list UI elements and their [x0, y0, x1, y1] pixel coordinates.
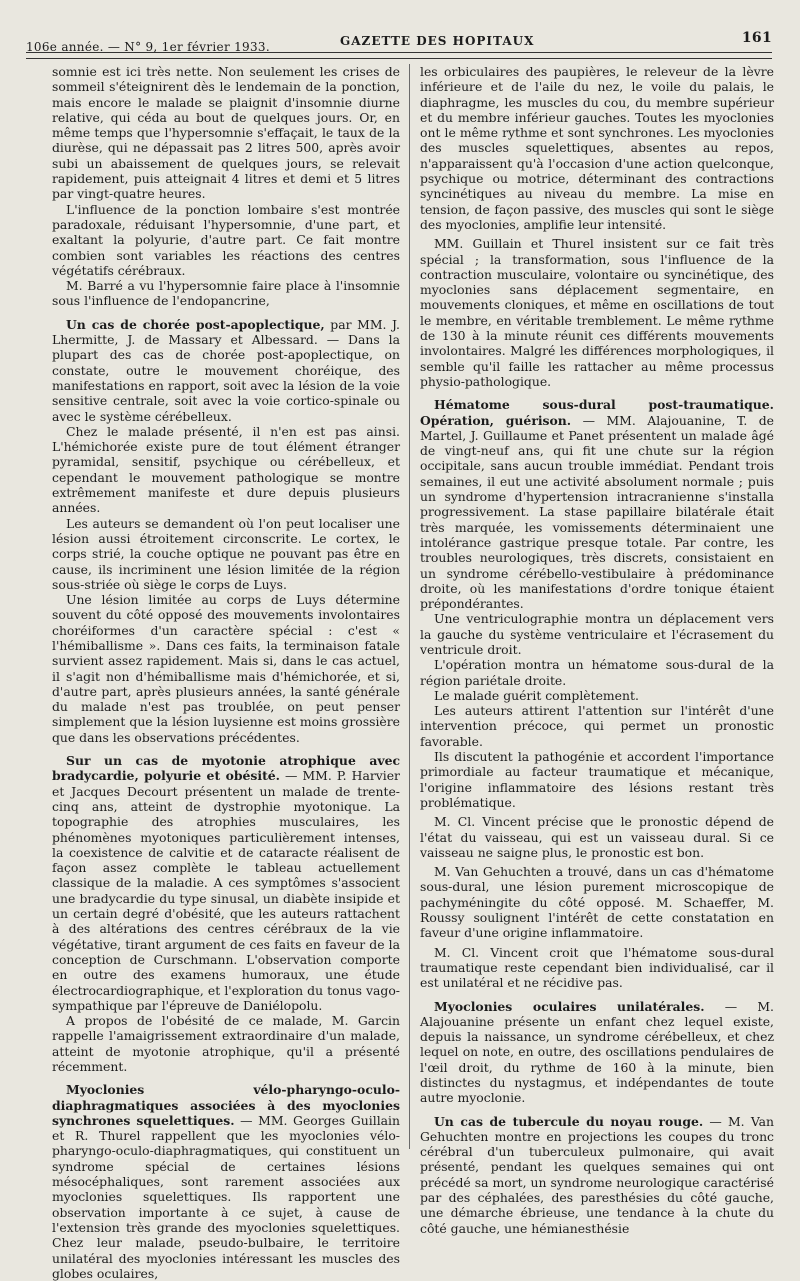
paragraph: les orbiculaires des paupières, le releveur de la lèvre inférieure et de l'aile du nez, le voile du palais, le diaphragme, les muscles du cou, du membre supérieur et du membre inférieur gauches. Toutes les myoclonies ont le même rythme et sont synchrones. Les myoclonies des muscles squelettiques, absentes au repos, n'apparaissent qu'à l'occasion d'une action quelconque, psychique ou motrice, déterminant des contractions syncinétiques au niveau du membre. La mise en tension, de façon passive, des muscles qui sont le siège des myoclonies, amplifie leur intensité. — [420, 64, 774, 232]
section-text: — MM. Georges Guillain et R. Thurel rappellent que les myoclonies vélo-pharyngo-oculo-diaphragmatiques, qui constituent un syndrome spécial de certaines lésions mésocéphaliques, sont rarement associées aux myoclonies squelettiques. Ils rapportent une observation importante à ce sujet, à cause de l'extension très grande des myoclonies squelettiques. Chez leur malade, pseudo-bulbaire, le territoire unilatéral des myoclonies intéressant les muscles des globes oculaires, — [52, 1112, 400, 1281]
paragraph: somnie est ici très nette. Non seulement les crises de sommeil s'éteignirent dès le lendemain de la ponction, mais encore le malade se plaignit d'insomnie diurne relative, qui céda au bout de quelques jours. Or, en même temps que l'hypersomnie s'effaçait, le taux de la diurèse, qui ne dépassait pas 2 litres 500, après avoir subi un abaissement de quelques jours, se relevait rapidement, puis atteignait 4 litres et demi et 5 litres par vingt-quatre heures. — [52, 64, 400, 202]
paragraph: A propos de l'obésité de ce malade, M. Garcin rappelle l'amaigrissement extraordinaire d'un malade, atteint de myotonie atrophique, qu'il a présenté récemment. — [52, 1013, 400, 1074]
header-rule — [26, 52, 772, 53]
section-title: Myoclonies oculaires unilatérales. — [434, 998, 705, 1014]
section-text: — M. Van Gehuchten montre en projections les coupes du tronc cérébral d'un tuberculeux pulmonaire, qui avait présenté, pendant les quelques semaines qui ont précédé sa mort, un syndrome neurologique caractérisé par des céphalées, des paresthésies du côté gauche, une démarche ébrieuse, une tendance à la chute du côté gauche, une hémianesthésie — [420, 1113, 774, 1236]
paragraph: L'opération montra un hématome sous-dural de la région pariétale droite. — [420, 657, 774, 688]
page-number: 161 — [741, 30, 772, 46]
section-title: Myoclonies vélo-pharyngo-oculo-diaphragmatiques associées à des myoclonies synchrones squelettiques. — [52, 1082, 400, 1128]
section-text: — MM. P. Harvier et Jacques Decourt présentent un malade de trente-cinq ans, atteint de dystrophie myotonique. La topographie des atrophies musculaires, les phénomènes myotoniques particulièrement intenses, la coexistence de calvitie et de cataracte réalisent de façon assez complète le tableau actuellement classique de la maladie. A ces symptômes s'associent une bradycardie du type sinusal, un diabète insipide et un certain degré d'obésité, que les auteurs rattachent à des altérations des centres cérébraux de la vie végétative, tirant argument de ces faits en faveur de la conception de Curschmann. L'observation comporte en outre des examens humoraux, une étude électrocardiographique, et l'exploration du tonus vago-sympathique par l'épreuve de Daniélopolu. — [52, 768, 400, 1013]
paragraph: M. Cl. Vincent croit que l'hématome sous-dural traumatique reste cependant bien individualisé, car il est unilatéral et ne récidive pas. — [420, 944, 774, 991]
paragraph: M. Cl. Vincent précise que le pronostic dépend de l'état du vaisseau, qui est un vaisseau dural. Si ce vaisseau ne saigne plus, le pronostic est bon. — [420, 814, 774, 860]
section-text: — M. Alajouanine présente un enfant chez lequel existe, depuis la naissance, un syndrome cérébelleux, et chez lequel on note, en outre, des oscillations pendulaires de l'œil droit, du rythme de 160 à la minute, bien distinctes du nystagmus, et indépendantes de toute autre myoclonie. — [420, 998, 774, 1106]
paragraph: Les auteurs se demandent où l'on peut localiser une lésion aussi étroitement circonscrite. Le cortex, le corps strié, la couche optique ne pouvant pas être en cause, ils incriminent une lésion limitée de la région sous-striée où siège le corps de Luys. — [52, 515, 400, 592]
section-title: Hématome sous-dural post-traumatique. Opération, guérison. — [420, 397, 774, 428]
issue-info: 106e année. — N° 9, 1er février 1933. — [26, 40, 270, 54]
running-header — [26, 20, 772, 54]
paragraph: M. Van Gehuchten a trouvé, dans un cas d'hématome sous-dural, une lésion purement microscopique de pachyméningite du côté opposé. M. Schaeffer, M. Roussy soulignent l'intérêt de cette constatation en faveur d'une origine inflammatoire. — [420, 864, 774, 941]
section-text: par MM. J. Lhermitte, J. de Massary et Albessard. — Dans la plupart des cas de chorée post-apoplectique, on constate, outre le mouvement choréique, des manifestations en rapport, soit avec la lésion de la voie sensitive centrale, soit avec la voie cortico-spinale ou avec le système cérébelleux. — [52, 316, 400, 424]
right-column — [420, 64, 774, 1236]
section-paragraph — [420, 999, 774, 1106]
section-title: Un cas de tubercule du noyau rouge. — [434, 1113, 704, 1129]
section-text: — MM. Alajouanine, T. de Martel, J. Guillaume et Panet présentent un malade âgé de vingt-neuf ans, qui fit une chute sur la région occipitale, sans aucun trouble immédiat. Pendant trois semaines, il eut une activité absolument normale ; puis un syndrome d'hypertension intracranienne s'installa progressivement. La stase papillaire bilatérale était très marquée, les vomissements déterminaient une intolérance gastrique presque totale. Par contre, les troubles neurologiques, très discrets, consistaient en un syndrome cérébello-vestibulaire à prédominance droite, où les manifestations d'ordre tonique étaient prépondérantes. — [420, 412, 774, 612]
section-paragraph — [420, 1114, 774, 1236]
journal-title: GAZETTE DES HOPITAUX — [340, 34, 535, 48]
paragraph: Une ventriculographie montra un déplacement vers la gauche du système ventriculaire et l'écrasement du ventricule droit. — [420, 611, 774, 657]
paragraph: MM. Guillain et Thurel insistent sur ce fait très spécial ; la transformation, sous l'influence de la contraction musculaire, volontaire ou syncinétique, des myoclonies sans déplacement segmentaire, en mouvements cloniques, et même en oscillations de tout le membre, en véritable tremblement. Le même rythme de 130 à la minute réunit ces différents mouvements involontaires. Malgré les différences morphologiques, il semble qu'il faille les rattacher au même processus physio-pathologique. — [420, 236, 774, 389]
paragraph: Chez le malade présenté, il n'en est pas ainsi. L'hémichorée existe pure de tout élément étranger pyramidal, sensitif, psychique ou cérébelleux, et cependant le mouvement pathologique se montre extrêmement manifeste et dure depuis plusieurs années. — [52, 423, 400, 516]
left-column — [52, 64, 400, 1281]
paragraph: Les auteurs attirent l'attention sur l'intérêt d'une intervention précoce, qui permet un pronostic favorable. — [420, 703, 774, 749]
section-title: Sur un cas de myotonie atrophique avec bradycardie, polyurie et obésité. — [52, 753, 400, 784]
header-rule-double — [26, 58, 772, 59]
paragraph: M. Barré a vu l'hypersomnie faire place à l'insomnie sous l'influence de l'endopancrine, — [52, 278, 400, 309]
paragraph: Le malade guérit complètement. — [434, 687, 639, 703]
section-paragraph — [52, 1082, 400, 1281]
section-paragraph — [52, 753, 400, 1013]
section-title: Un cas de chorée post-apoplectique, — [66, 316, 325, 332]
section-paragraph — [52, 317, 400, 424]
section-paragraph — [420, 397, 774, 611]
column-divider — [409, 64, 410, 1149]
paragraph: L'influence de la ponction lombaire s'est montrée paradoxale, réduisant l'hypersomnie, d'une part, et exaltant la polyurie, d'autre part. Ce fait montre combien sont variables les réactions des centres végétatifs cérébraux. — [52, 201, 400, 278]
paragraph: Une lésion limitée au corps de Luys détermine souvent du côté opposé des mouvements involontaires choréiformes d'un caractère spécial : c'est « l'hémiballisme ». Dans ces faits, la terminaison fatale survient assez rapidement. Mais si, dans le cas actuel, il s'agit non d'hémiballisme mais d'hémichorée, et si, d'autre part, après plusieurs années, la santé générale du malade n'est pas troublée, on peut penser simplement que la lésion luysienne est moins grossière que dans les observations précédentes. — [52, 592, 400, 745]
paragraph: Ils discutent la pathogénie et accordent l'importance primordiale au facteur traumatique et mécanique, l'origine inflammatoire des lésions restant très problématique. — [420, 749, 774, 810]
